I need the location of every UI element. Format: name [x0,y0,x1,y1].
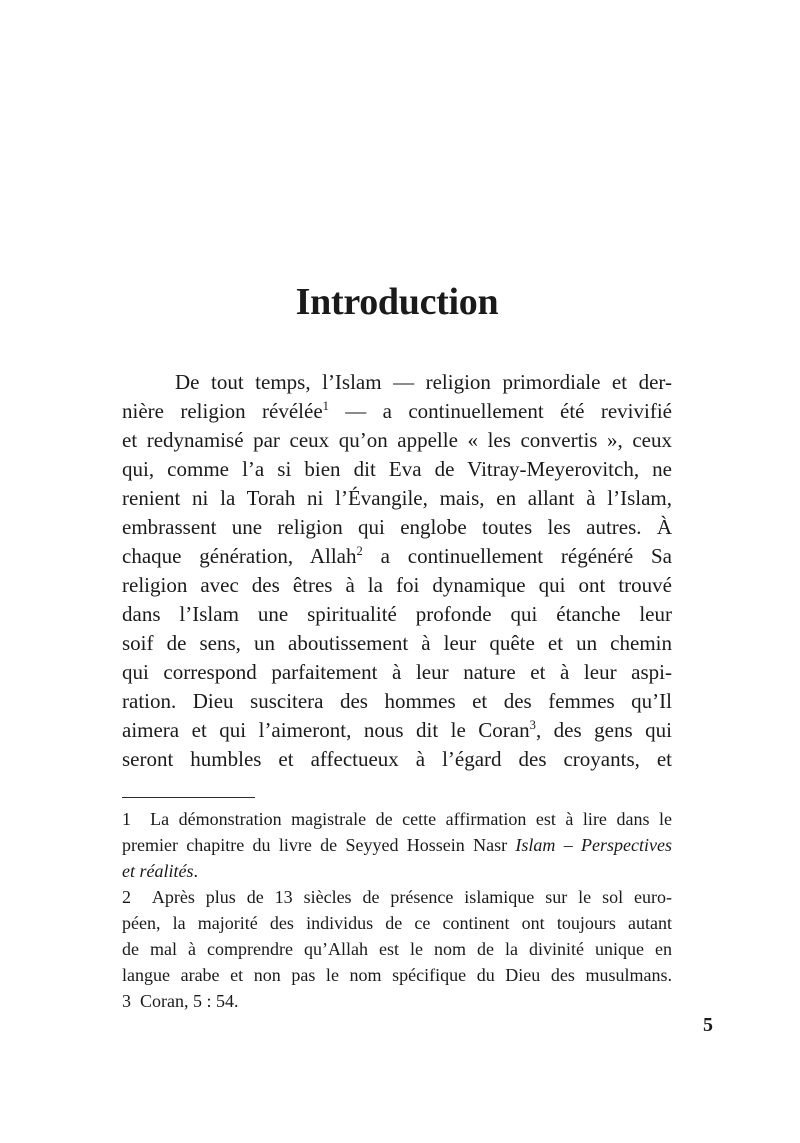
text-line [122,858,672,884]
footnotes [122,806,672,1014]
text-segment: — a continuellement été revivifié [328,399,672,423]
text-line [122,397,672,426]
text-segment: et réalités [122,861,194,881]
text-segment: religion avec des êtres à la foi dynamique qui ont trouvé [122,573,672,597]
text-segment: premier chapitre du livre de Seyyed Hossein Nasr [122,835,516,855]
text-line [122,806,672,832]
text-line [122,629,672,658]
text-segment: ration. Dieu suscitera des hommes et des femmes qu’Il [122,689,672,713]
text-segment: péen, la majorité des individus de ce continent ont toujours autant [122,913,672,933]
text-segment: de mal à comprendre qu’Allah est le nom de la divinité unique en [122,939,672,959]
text-segment: soif de sens, un aboutissement à leur quête et un chemin [122,631,672,655]
text-line [122,426,672,455]
text-line [122,484,672,513]
text-line [122,716,672,745]
page-number: 5 [703,1014,713,1036]
text-segment: qui correspond parfaitement à leur nature et à leur aspi- [122,660,672,684]
page-title: Introduction [295,281,499,323]
footnote-reference: 1 [322,399,329,413]
text-segment: 3 Coran, 5 : 54. [122,991,239,1011]
text-segment: 2 Après plus de 13 siècles de présence islamique sur le sol euro- [122,887,672,907]
text-line [122,884,672,910]
text-line [122,455,672,484]
text-line [122,962,672,988]
text-line [122,936,672,962]
text-segment: renient ni la Torah ni l’Évangile, mais, en allant à l’Islam, [122,486,672,510]
text-line [122,571,672,600]
text-segment: dans l’Islam une spiritualité profonde qui étanche leur [122,602,672,626]
footnote-separator [122,797,255,798]
text-segment: a continuellement régénéré Sa [362,544,672,568]
text-line [122,658,672,687]
text-line [122,542,672,571]
text-line [122,832,672,858]
text-segment: , des gens qui [535,718,672,742]
text-segment: aimera et qui l’aimeront, nous dit le Coran [122,718,530,742]
footnote-reference: 2 [356,544,363,558]
text-segment: chaque génération, Allah [122,544,357,568]
footnote-reference: 3 [529,718,536,732]
text-segment: et redynamisé par ceux qu’on appelle « les convertis », ceux [122,428,672,452]
text-segment: 1 La démonstration magistrale de cette affirmation est à lire dans le [122,809,672,829]
text-segment: langue arabe et non pas le nom spécifique du Dieu des musulmans. [122,965,672,985]
text-line [122,687,672,716]
text-line [122,513,672,542]
text-segment: embrassent une religion qui englobe toutes les autres. À [122,515,672,539]
text-segment: Islam – Perspectives [515,835,672,855]
text-segment: qui, comme l’a si bien dit Eva de Vitray-Meyerovitch, ne [122,457,672,481]
text-line [122,910,672,936]
text-line [122,600,672,629]
text-segment: . [193,861,198,881]
text-line [122,368,672,397]
text-line [122,988,672,1014]
text-segment: nière religion révélée [122,399,323,423]
text-segment: De tout temps, l’Islam — religion primordiale et der- [175,370,672,394]
text-segment: seront humbles et affectueux à l’égard des croyants, et [122,747,672,771]
text-line [122,745,672,774]
body-paragraph [122,368,672,774]
